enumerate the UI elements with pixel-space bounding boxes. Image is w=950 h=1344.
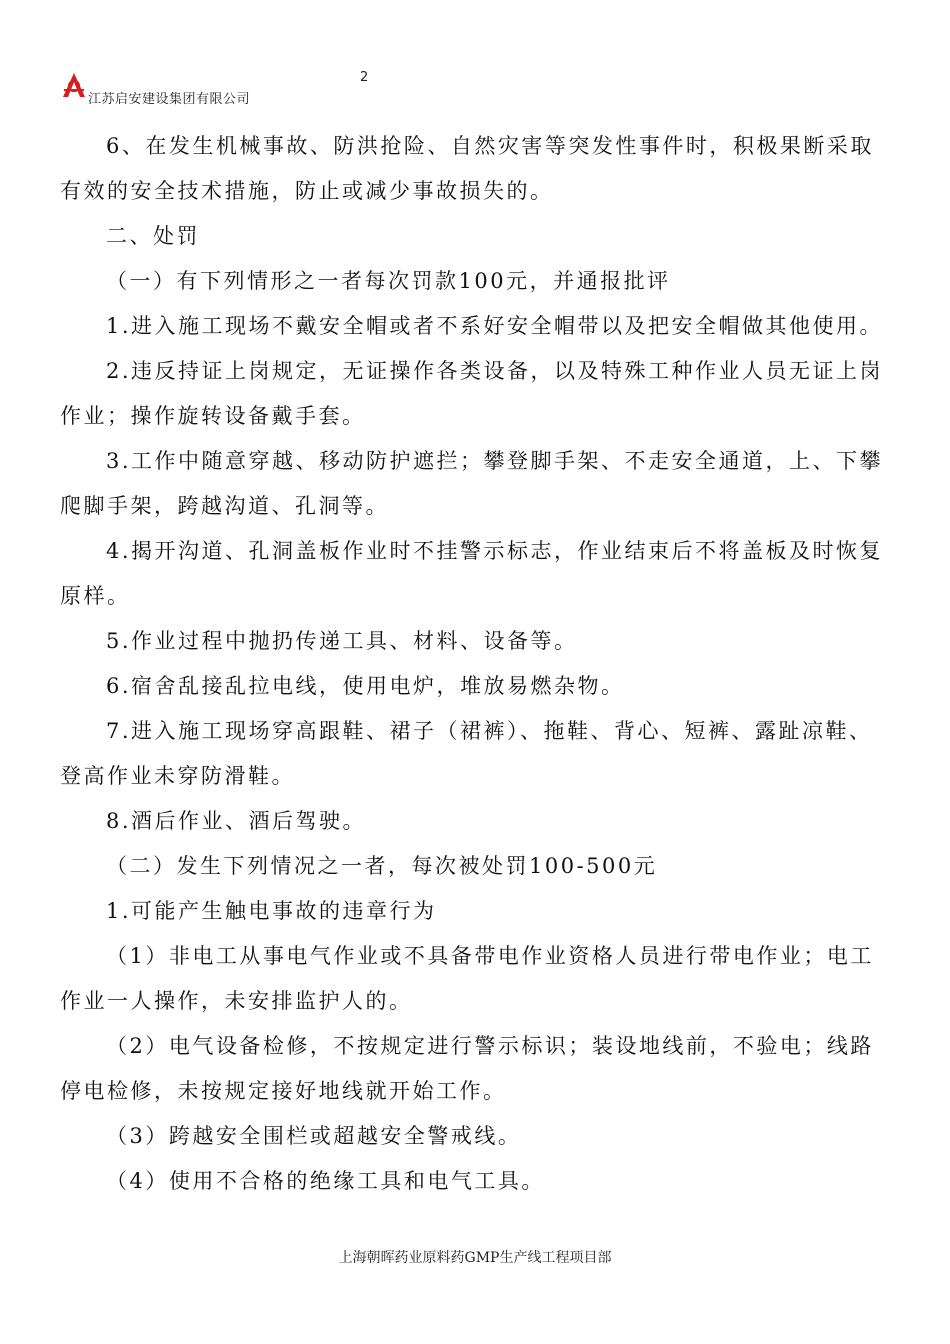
- list-item: 6.宿舍乱接乱拉电线，使用电炉，堆放易燃杂物。: [106, 674, 625, 698]
- list-item: 2.违反持证上岗规定，无证操作各类设备，以及特殊工种作业人员无证上岗作业；操作旋转设备戴手套。: [60, 359, 884, 428]
- list-item: 1.可能产生触电事故的违章行为: [106, 899, 437, 923]
- list-item: （3）跨越安全围栏或超越安全警戒线。: [106, 1124, 522, 1148]
- document-body: [60, 124, 892, 1204]
- paragraph: 6、在发生机械事故、防洪抢险、自然灾害等突发性事件时，积极果断采取有效的安全技术措施，防止或减少事故损失的。: [60, 134, 874, 203]
- list-item: （1）非电工从事电气作业或不具备带电作业资格人员进行带电作业；电工作业一人操作，未安排监护人的。: [60, 944, 874, 1013]
- list-item: 3.工作中随意穿越、移动防护遮拦；攀登脚手架、不走安全通道，上、下攀爬脚手架，跨越沟道、孔洞等。: [60, 449, 884, 518]
- list-item: 7.进入施工现场穿高跟鞋、裙子（裙裤）、拖鞋、背心、短裤、露趾凉鞋、登高作业未穿防滑鞋。: [60, 719, 873, 788]
- subsection-heading: （二）发生下列情况之一者，每次被处罚100-500元: [106, 854, 658, 878]
- list-item: 1.进入施工现场不戴安全帽或者不系好安全帽带以及把安全帽做其他使用。: [106, 314, 884, 338]
- company-name: 江苏启安建设集团有限公司: [88, 92, 251, 107]
- page-number: 2: [360, 70, 369, 85]
- page-footer: 上海朝晖药业原料药GMP生产线工程项目部: [338, 1250, 612, 1266]
- list-item: （2）电气设备检修，不按规定进行警示标识；装设地线前，不验电；线路停电检修，未按规定接好地线就开始工作。: [60, 1034, 874, 1103]
- section-heading: 二、处罚: [106, 224, 200, 248]
- subsection-heading: （一）有下列情形之一者每次罚款100元，并通报批评: [106, 269, 671, 293]
- list-item: （4）使用不合格的绝缘工具和电气工具。: [106, 1169, 545, 1193]
- list-item: 4.揭开沟道、孔洞盖板作业时不挂警示标志，作业结束后不将盖板及时恢复原样。: [60, 539, 884, 608]
- list-item: 5.作业过程中抛扔传递工具、材料、设备等。: [106, 629, 578, 653]
- page-header: [60, 68, 890, 112]
- company-logo-icon: [60, 70, 88, 100]
- list-item: 8.酒后作业、酒后驾驶。: [106, 809, 367, 833]
